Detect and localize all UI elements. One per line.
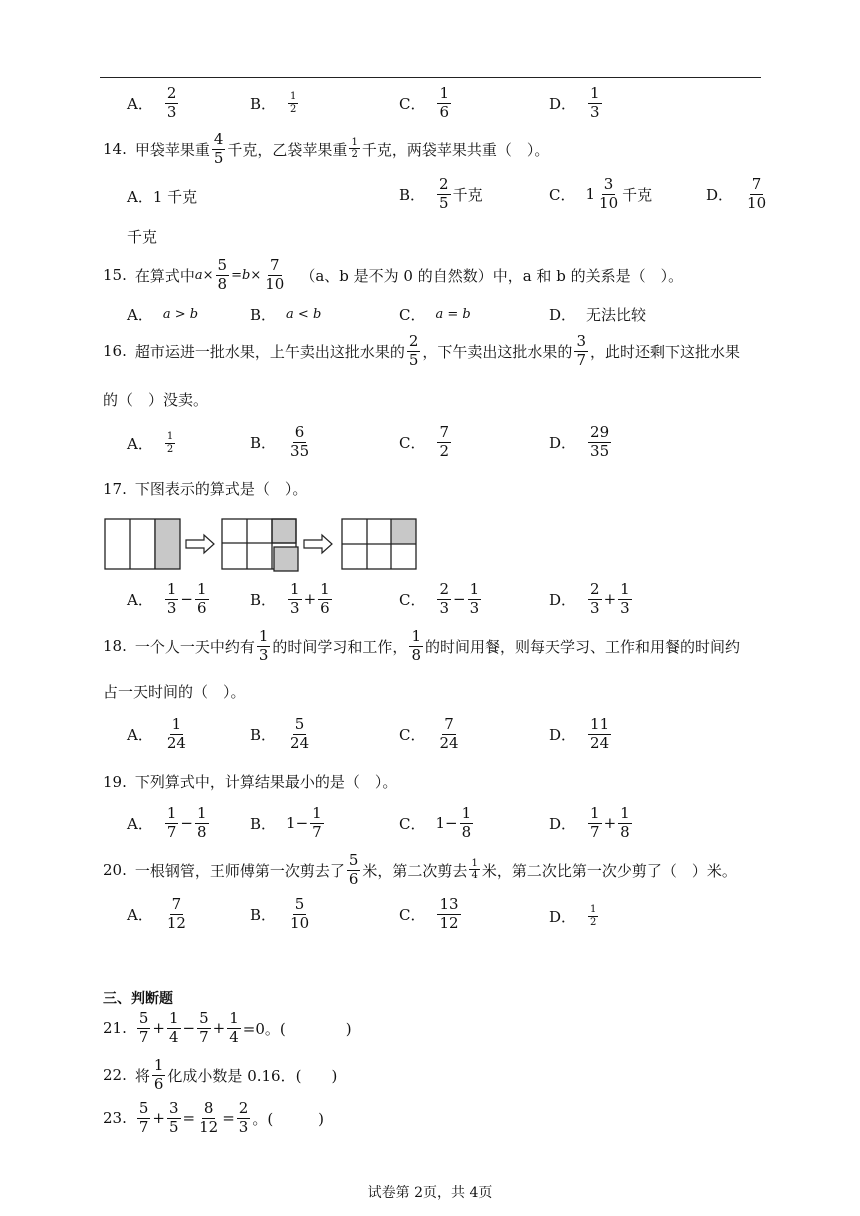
q23-statement: 23. $\frac{5}{7}$ + $\frac{3}{5}$ = $\frac{8}{12}$ = $\frac{2}{3}$ 。( ) xyxy=(103,1099,325,1136)
q13-option-b[interactable]: B． $\frac{1}{2}$ xyxy=(250,91,297,115)
q16-stem-line2: 的（ ）没卖。 xyxy=(103,391,209,409)
q16-option-a[interactable]: A． $\frac{1}{2}$ xyxy=(127,431,174,455)
q17-fraction-figure xyxy=(100,514,422,574)
q13-option-a[interactable]: A． $\frac{2}{3}$ xyxy=(127,84,177,121)
q23-answer-blank[interactable]: 。( ) xyxy=(252,1109,325,1128)
q17-option-b[interactable]: B． $\frac{1}{3}$ + $\frac{1}{6}$ xyxy=(250,580,330,617)
q20-option-d[interactable]: D． $\frac{1}{2}$ xyxy=(549,904,597,928)
figure-box-thirds xyxy=(105,519,180,569)
q21-answer-blank[interactable]: =0。( ) xyxy=(242,1019,352,1038)
header-divider xyxy=(100,77,761,78)
q22-statement: 22. 将 $\frac{1}{6}$ 化成小数是 0.16．( ) xyxy=(103,1056,338,1093)
q19-option-b[interactable]: B． 1− $\frac{1}{7}$ xyxy=(250,804,322,841)
q18-option-b[interactable]: B． $\frac{5}{24}$ xyxy=(250,715,310,752)
q14-stem: 14. 甲袋苹果重 $\frac{4}{5}$ 千克，乙袋苹果重 $\frac{1}{2}$ 千克，两袋苹果共重（ ）。 xyxy=(103,130,550,167)
q15-option-c[interactable]: C． a = b xyxy=(399,306,471,324)
q22-answer-blank[interactable]: 化成小数是 0.16．( ) xyxy=(167,1066,338,1085)
q17-option-c[interactable]: C． $\frac{2}{3}$ − $\frac{1}{3}$ xyxy=(399,580,480,617)
q13-option-c[interactable]: C． $\frac{1}{6}$ xyxy=(399,84,450,121)
q20-option-c[interactable]: C． $\frac{13}{12}$ xyxy=(399,895,459,932)
q18-option-c[interactable]: C． $\frac{7}{24}$ xyxy=(399,715,459,752)
figure-arrow xyxy=(304,535,332,553)
q20-option-b[interactable]: B． $\frac{5}{10}$ xyxy=(250,895,310,932)
q14-option-d[interactable]: D． $\frac{7}{10}$ xyxy=(706,175,767,212)
q19-option-c[interactable]: C． 1− $\frac{1}{8}$ xyxy=(399,804,472,841)
q14-option-b[interactable]: B． $\frac{2}{5}$ 千克 xyxy=(399,175,483,212)
q16-option-d[interactable]: D． $\frac{29}{35}$ xyxy=(549,423,610,460)
q15-option-d[interactable]: D． 无法比较 xyxy=(549,306,647,324)
q16-stem: 16. 超市运进一批水果，上午卖出这批水果的 $\frac{2}{5}$ ，下午卖出这批水果的 $\frac{3}{7}$ ，此时还剩下这批水果 xyxy=(103,332,740,369)
q17-option-a[interactable]: A． $\frac{1}{3}$ − $\frac{1}{6}$ xyxy=(127,580,207,617)
page-footer: 试卷第 2页，共 4页 xyxy=(367,1185,493,1201)
q18-stem-line2: 占一天时间的（ ）。 xyxy=(103,683,246,701)
q21-statement: 21. $\frac{5}{7}$ + $\frac{1}{4}$ − $\frac{5}{7}$ + $\frac{1}{4}$ =0。( ) xyxy=(103,1009,352,1046)
q14-option-d-unit: 千克 xyxy=(127,228,158,246)
q18-stem: 18. 一个人一天中约有 $\frac{1}{3}$ 的时间学习和工作， $\frac{1}{8}$ 的时间用餐，则每天学习、工作和用餐的时间约 xyxy=(103,627,740,664)
q15-option-a[interactable]: A． a > b xyxy=(127,306,199,324)
section-title-judgement: 三、判断题 xyxy=(103,991,173,1007)
q14-option-a[interactable]: A．1 千克 xyxy=(127,188,198,206)
q19-option-a[interactable]: A． $\frac{1}{7}$ − $\frac{1}{8}$ xyxy=(127,804,207,841)
figure-box-sixths xyxy=(342,519,416,569)
q16-option-b[interactable]: B． $\frac{6}{35}$ xyxy=(250,423,310,460)
q17-stem: 17. 下图表示的算式是（ ）。 xyxy=(103,479,308,498)
q15-stem: 15. 在算式中 a × $\frac{5}{8}$ = b × $\frac{7}{10}$ （a、b 是不为 0 的自然数）中，a 和 b 的关系是（ ）。 xyxy=(103,256,684,293)
q15-option-b[interactable]: B． a < b xyxy=(250,306,322,324)
q20-stem: 20. 一根钢管，王师傅第一次剪去了 $\frac{5}{6}$ 米，第二次剪去 $\frac{1}{4}$ 米，第二次比第一次少剪了（ ）米。 xyxy=(103,851,737,888)
figure-arrow xyxy=(186,535,214,553)
q20-option-a[interactable]: A． $\frac{7}{12}$ xyxy=(127,895,186,932)
q18-option-d[interactable]: D． $\frac{11}{24}$ xyxy=(549,715,610,752)
q19-option-d[interactable]: D． $\frac{1}{7}$ + $\frac{1}{8}$ xyxy=(549,804,630,841)
q14-option-c[interactable]: C． 1 $\frac{3}{10}$ 千克 xyxy=(549,175,653,212)
q16-option-c[interactable]: C． $\frac{7}{2}$ xyxy=(399,423,450,460)
q19-stem: 19. 下列算式中，计算结果最小的是（ ）。 xyxy=(103,772,398,791)
q17-option-d[interactable]: D． $\frac{2}{3}$ + $\frac{1}{3}$ xyxy=(549,580,630,617)
q13-option-d[interactable]: D． $\frac{1}{3}$ xyxy=(549,84,600,121)
q18-option-a[interactable]: A． $\frac{1}{24}$ xyxy=(127,715,186,752)
figure-box-sixths-split xyxy=(222,519,298,571)
